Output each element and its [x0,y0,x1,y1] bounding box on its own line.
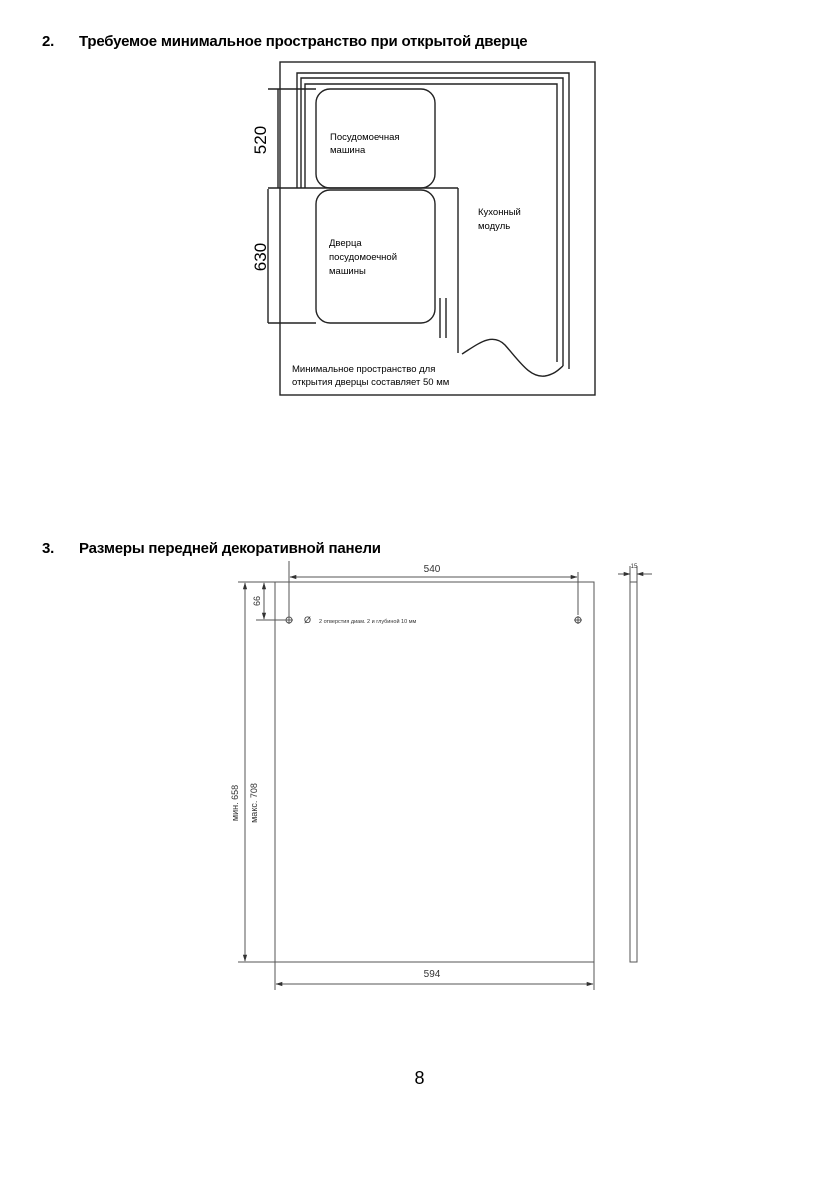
section-2-title: Требуемое минимальное пространство при открытой дверце [79,33,528,50]
panel-outline [275,582,594,962]
page-number: 8 [414,1068,425,1088]
section-3-number: 3. [42,540,55,557]
note-line2: открытия дверцы составляет 50 мм [292,377,450,388]
hole-diameter-symbol: Ø [304,615,312,625]
dim-540: 540 [423,564,441,575]
dishwasher-label-line1: Посудомоечная [330,132,400,143]
panel-side-profile [630,582,637,962]
dim-630: 630 [251,242,270,272]
section-3-title: Размеры передней декоративной панели [79,540,381,557]
dishwasher-label-line2: машина [330,145,366,156]
hole-note: 2 отверстия диам. 2 и глубиной 10 мм [319,619,417,625]
dim-594: 594 [423,969,441,980]
dim-height-min: мин. 658 [230,784,240,822]
module-label-line2: модуль [478,221,511,232]
door-label-line2: посудомоечной [329,252,398,263]
dim-520: 520 [251,125,270,155]
dim-height-max: макс. 708 [249,783,259,823]
dim-66: 66 [252,595,262,607]
dim-15: 15 [630,564,638,570]
module-label-line1: Кухонный [478,207,521,218]
section-2-number: 2. [42,33,55,50]
door-label-line3: машины [329,266,366,277]
note-line1: Минимальное пространство для [292,364,436,375]
door-label-line1: Дверца [329,238,362,249]
